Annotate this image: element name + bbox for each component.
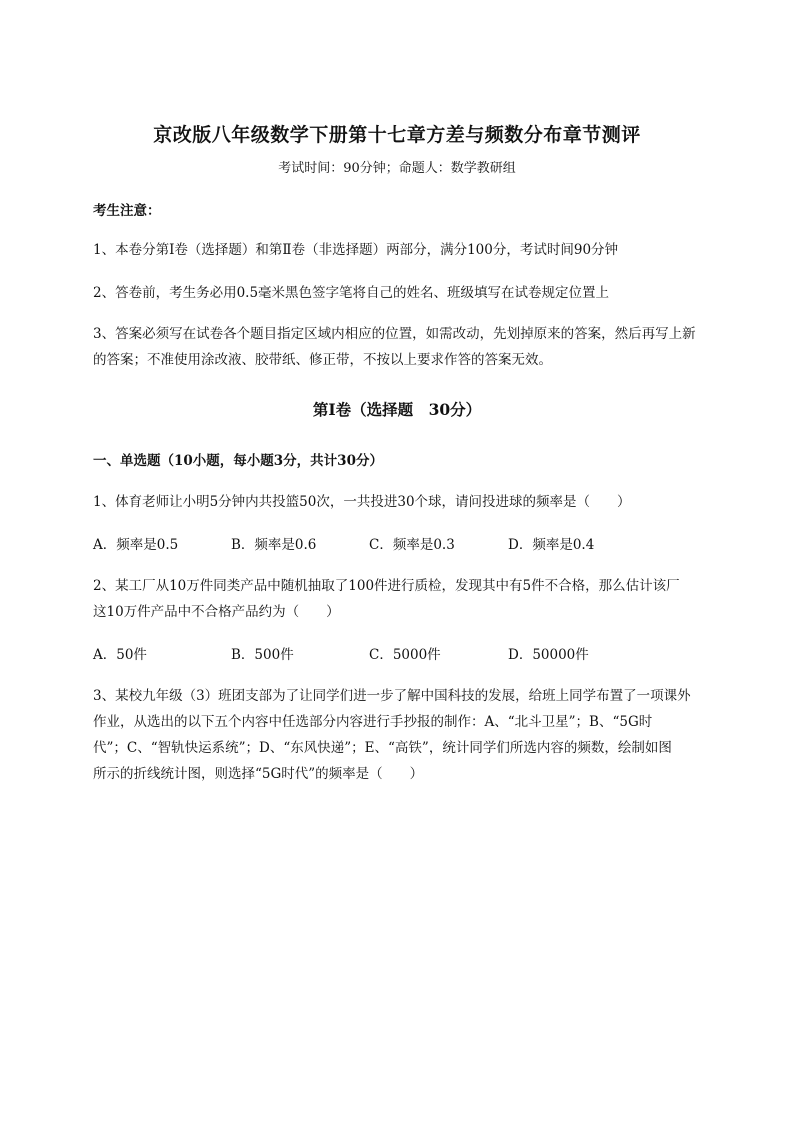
question-1-option-b: B．频率是0.6 (231, 537, 317, 553)
question-3-stem-line-2: 作业，从选出的以下五个内容中任选部分内容进行手抄报的制作：A、“北斗卫星”；B、“5G时 (93, 714, 653, 730)
question-3-stem-line-4: 所示的折线统计图，则选择“5G时代”的频率是（ ） (93, 766, 424, 782)
question-2-stem-line-1: 2、某工厂从10万件同类产品中随机抽取了100件进行质检，发现其中有5件不合格，那么估计该厂 (93, 578, 680, 594)
section-heading: 一、单选题（10小题，每小题3分，共计30分） (93, 453, 383, 469)
notice-item-2: 2、答卷前，考生务必用0.5毫米黑色签字笔将自己的姓名、班级填写在试卷规定位置上 (93, 285, 610, 301)
question-1-option-d: D．频率是0.4 (508, 537, 595, 553)
question-2-option-b: B．500件 (231, 647, 294, 663)
exam-title: 京改版八年级数学下册第十七章方差与频数分布章节测评 (153, 124, 641, 146)
question-1-option-a: A．频率是0.5 (93, 537, 179, 553)
notice-item-3-cont: 的答案；不准使用涂改液、胶带纸、修正带，不按以上要求作答的答案无效。 (93, 352, 552, 368)
question-2-stem-line-2: 这10万件产品中不合格产品约为（ ） (93, 604, 340, 620)
notice-item-1: 1、本卷分第I卷（选择题）和第Ⅱ卷（非选择题）两部分，满分100分，考试时间90分钟 (93, 242, 619, 258)
question-2-option-c: C．5000件 (369, 647, 441, 663)
part1-title: 第I卷（选择题 30分） (312, 400, 482, 419)
notice-heading: 考生注意： (93, 203, 161, 219)
exam-subtitle: 考试时间：90分钟；命题人：数学教研组 (278, 161, 516, 176)
question-1-option-c: C．频率是0.3 (369, 537, 455, 553)
question-3-stem-line-3: 代”；C、“智轨快运系统”；D、“东风快递”；E、“高铁”，统计同学们所选内容的频数，绘制如图 (93, 740, 672, 756)
question-1-stem: 1、体育老师让小明5分钟内共投篮50次，一共投进30个球，请问投进球的频率是（ ） (93, 494, 631, 510)
notice-item-3: 3、答案必须写在试卷各个题目指定区域内相应的位置，如需改动，先划掉原来的答案，然后再写上新 (93, 326, 696, 342)
question-2-option-d: D．50000件 (508, 647, 589, 663)
question-3-stem-line-1: 3、某校九年级（3）班团支部为了让同学们进一步了解中国科技的发展，给班上同学布置了一项课外 (93, 688, 691, 704)
question-2-option-a: A．50件 (93, 647, 147, 663)
